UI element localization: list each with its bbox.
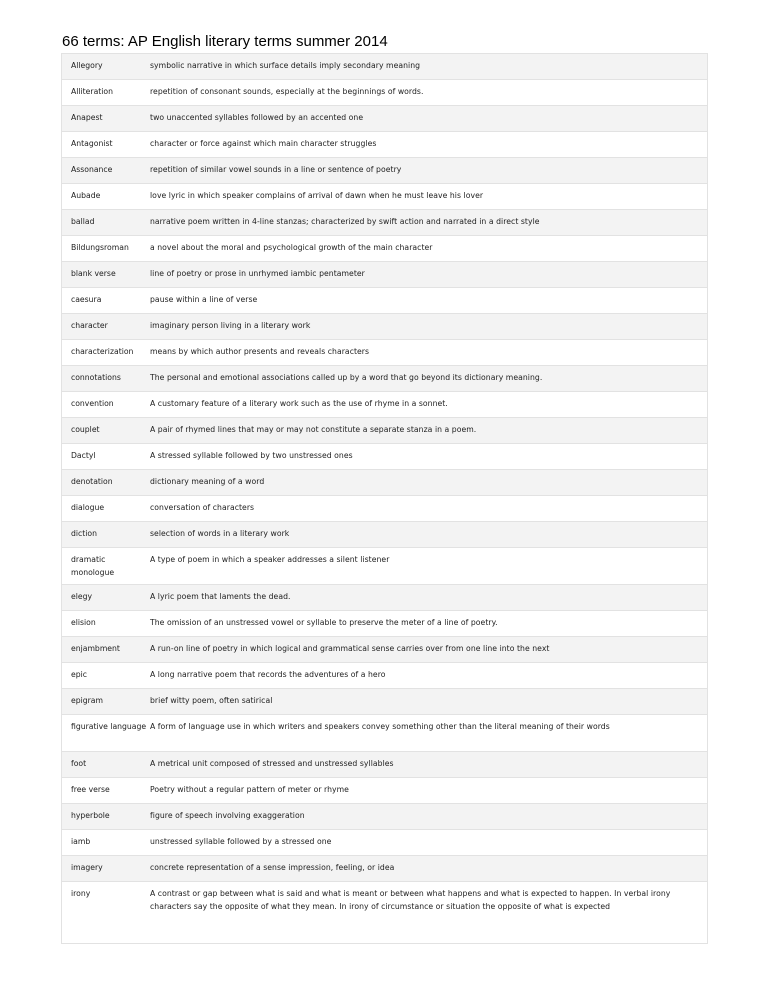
page-title: 66 terms: AP English literary terms summer 2014 <box>62 33 388 50</box>
term-cell: dialogue <box>71 503 105 512</box>
table-row <box>62 158 707 184</box>
table-row <box>62 392 707 418</box>
table-row <box>62 106 707 132</box>
term-cell: free verse <box>71 785 110 794</box>
term-cell: elision <box>71 618 96 627</box>
term-cell: figurative language <box>71 722 147 731</box>
table-row <box>62 882 707 944</box>
table-row <box>62 663 707 689</box>
term-cell: epigram <box>71 696 103 705</box>
term-cell: epic <box>71 670 87 679</box>
definition-cell: The personal and emotional associations called up by a word that go beyond its dictionary meaning. <box>150 373 543 382</box>
definition-cell: symbolic narrative in which surface details imply secondary meaning <box>150 61 421 70</box>
table-row <box>62 444 707 470</box>
table-row <box>62 637 707 663</box>
definition-cell: conversation of characters <box>150 503 255 512</box>
definition-cell: A stressed syllable followed by two unstressed ones <box>150 451 353 460</box>
table-row <box>62 830 707 856</box>
table-row <box>62 522 707 548</box>
term-cell: iamb <box>71 837 91 846</box>
definition-cell: love lyric in which speaker complains of arrival of dawn when he must leave his lover <box>150 191 484 200</box>
term-cell: elegy <box>71 592 93 601</box>
table-row <box>62 496 707 522</box>
definition-cell: repetition of similar vowel sounds in a line or sentence of poetry <box>150 165 402 174</box>
table-row <box>62 80 707 106</box>
definition-cell: a novel about the moral and psychological growth of the main character <box>150 243 433 252</box>
definition-cell: A pair of rhymed lines that may or may not constitute a separate stanza in a poem. <box>150 425 477 434</box>
term-cell: Allegory <box>71 61 103 70</box>
table-row <box>62 418 707 444</box>
table-row <box>62 288 707 314</box>
term-cell: Assonance <box>71 165 113 174</box>
term-cell: ballad <box>71 217 95 226</box>
definition-cell: The omission of an unstressed vowel or syllable to preserve the meter of a line of poetry. <box>150 618 498 627</box>
definition-cell: Poetry without a regular pattern of meter or rhyme <box>150 785 349 794</box>
definition-cell: dictionary meaning of a word <box>150 477 265 486</box>
term-cell: denotation <box>71 477 113 486</box>
definition-cell: imaginary person living in a literary work <box>150 321 311 330</box>
term-cell: connotations <box>71 373 121 382</box>
definition-cell: selection of words in a literary work <box>150 529 290 538</box>
definition-cell: brief witty poem, often satirical <box>150 696 273 705</box>
table-row <box>62 314 707 340</box>
definition-cell: A run-on line of poetry in which logical and grammatical sense carries over from one line into the next <box>150 644 550 653</box>
definition-cell: character or force against which main character struggles <box>150 139 377 148</box>
term-cell: hyperbole <box>71 811 110 820</box>
table-row <box>62 132 707 158</box>
term-cell: Aubade <box>71 191 101 200</box>
term-cell: foot <box>71 759 87 768</box>
table-row <box>62 470 707 496</box>
table-row <box>62 611 707 637</box>
terms-table <box>61 53 708 944</box>
term-cell: dramatic monologue <box>71 555 115 577</box>
definition-cell: A long narrative poem that records the adventures of a hero <box>150 670 386 679</box>
table-row <box>62 689 707 715</box>
table-row <box>62 210 707 236</box>
definition-cell: narrative poem written in 4-line stanzas; characterized by swift action and narrated in a direct style <box>150 217 540 226</box>
term-cell: Dactyl <box>71 451 96 460</box>
table-row <box>62 548 707 585</box>
term-cell: Antagonist <box>71 139 113 148</box>
table-row <box>62 752 707 778</box>
term-cell: Bildungsroman <box>71 243 129 252</box>
definition-cell: figure of speech involving exaggeration <box>150 811 305 820</box>
definition-cell: means by which author presents and reveals characters <box>150 347 370 356</box>
definition-cell: A lyric poem that laments the dead. <box>150 592 291 601</box>
term-cell: imagery <box>71 863 103 872</box>
definition-cell: A customary feature of a literary work such as the use of rhyme in a sonnet. <box>150 399 448 408</box>
definition-cell: concrete representation of a sense impression, feeling, or idea <box>150 863 395 872</box>
definition-cell: repetition of consonant sounds, especially at the beginnings of words. <box>150 87 424 96</box>
table-row <box>62 715 707 752</box>
table-row <box>62 804 707 830</box>
table-row <box>62 366 707 392</box>
table-row <box>62 856 707 882</box>
definition-cell: A type of poem in which a speaker addresses a silent listener <box>150 555 390 564</box>
term-cell: caesura <box>71 295 102 304</box>
definition-cell: A metrical unit composed of stressed and unstressed syllables <box>150 759 394 768</box>
definition-cell: unstressed syllable followed by a stressed one <box>150 837 332 846</box>
term-cell: characterization <box>71 347 134 356</box>
table-row <box>62 184 707 210</box>
term-cell: enjambment <box>71 644 120 653</box>
table-row <box>62 585 707 611</box>
definition-cell: two unaccented syllables followed by an accented one <box>150 113 364 122</box>
term-cell: Anapest <box>71 113 103 122</box>
term-cell: convention <box>71 399 114 408</box>
definition-cell: pause within a line of verse <box>150 295 258 304</box>
definition-cell: line of poetry or prose in unrhymed iambic pentameter <box>150 269 365 278</box>
table-row <box>62 778 707 804</box>
term-cell: irony <box>71 889 91 898</box>
definition-cell: A contrast or gap between what is said and what is meant or between what happens and what is expected to happen. In verbal irony characters say the opposite of what they mean. In irony of circumstance or situation the opposite of what is expected <box>150 889 671 911</box>
term-cell: blank verse <box>71 269 116 278</box>
term-cell: couplet <box>71 425 100 434</box>
term-cell: Alliteration <box>71 87 114 96</box>
definition-cell: A form of language use in which writers and speakers convey something other than the literal meaning of their words <box>150 722 610 731</box>
table-row <box>62 340 707 366</box>
table-row <box>62 54 707 80</box>
table-row <box>62 262 707 288</box>
term-cell: character <box>71 321 108 330</box>
term-cell: diction <box>71 529 97 538</box>
table-row <box>62 236 707 262</box>
